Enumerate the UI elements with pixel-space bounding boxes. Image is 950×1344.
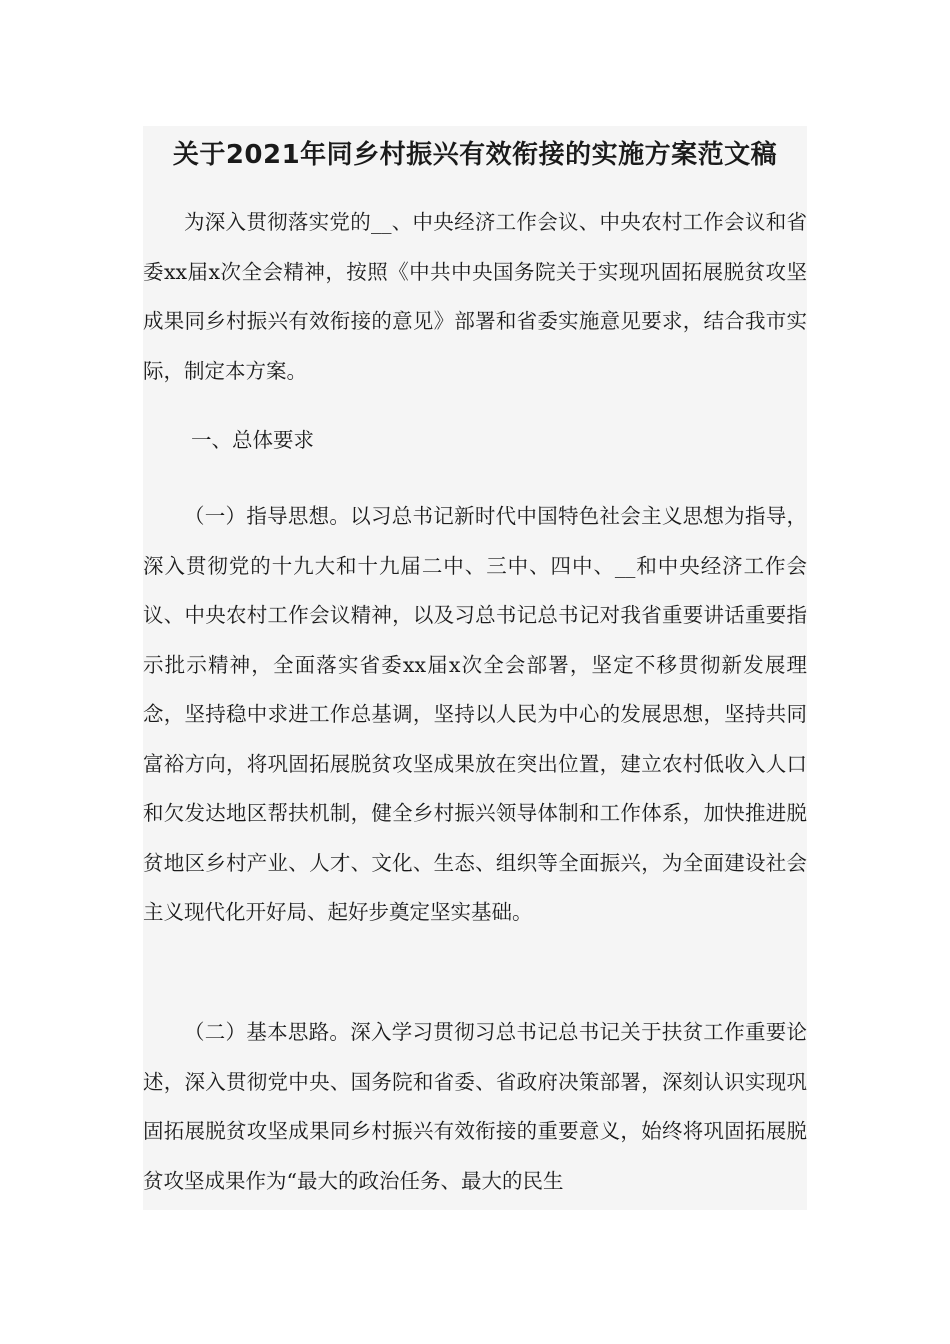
basic-approach-paragraph: （二）基本思路。深入学习贯彻习总书记总书记关于扶贫工作重要论述，深入贯彻党中央、国务院和省委、省政府决策部署，深刻认识实现巩固拓展脱贫攻坚成果同乡村振兴有效衔接的重要意义，始终将巩固拓展脱贫攻坚成果作为“最大的政治任务、最大的民生 bbox=[143, 1020, 807, 1193]
guiding-ideology-paragraph: （一）指导思想。以习总书记新时代中国特色社会主义思想为指导，深入贯彻党的十九大和十九届二中、三中、四中、__和中央经济工作会议、中央农村工作会议精神，以及习总书记总书记对我省重要讲话重要指示批示精神，全面落实省委xx届x次全会部署，坚定不移贯彻新发展理念，坚持稳中求进工作总基调，坚持以人民为中心的发展思想，坚持共同富裕方向，将巩固拓展脱贫攻坚成果放在突出位置，建立农村低收入人口和欠发达地区帮扶机制，健全乡村振兴领导体制和工作体系，加快推进脱贫地区乡村产业、人才、文化、生态、组织等全面振兴，为全面建设社会主义现代化开好局、起好步奠定坚实基础。 bbox=[143, 504, 807, 924]
section-heading: 一、总体要求 bbox=[191, 428, 314, 452]
document-page bbox=[143, 126, 807, 1210]
document-title: 关于2021年同乡村振兴有效衔接的实施方案范文稿 bbox=[172, 140, 778, 170]
intro-paragraph: 为深入贯彻落实党的__、中央经济工作会议、中央农村工作会议和省委xx届x次全会精神，按照《中共中央国务院关于实现巩固拓展脱贫攻坚成果同乡村振兴有效衔接的意见》部署和省委实施意见要求，结合我市实际，制定本方案。 bbox=[143, 210, 807, 383]
